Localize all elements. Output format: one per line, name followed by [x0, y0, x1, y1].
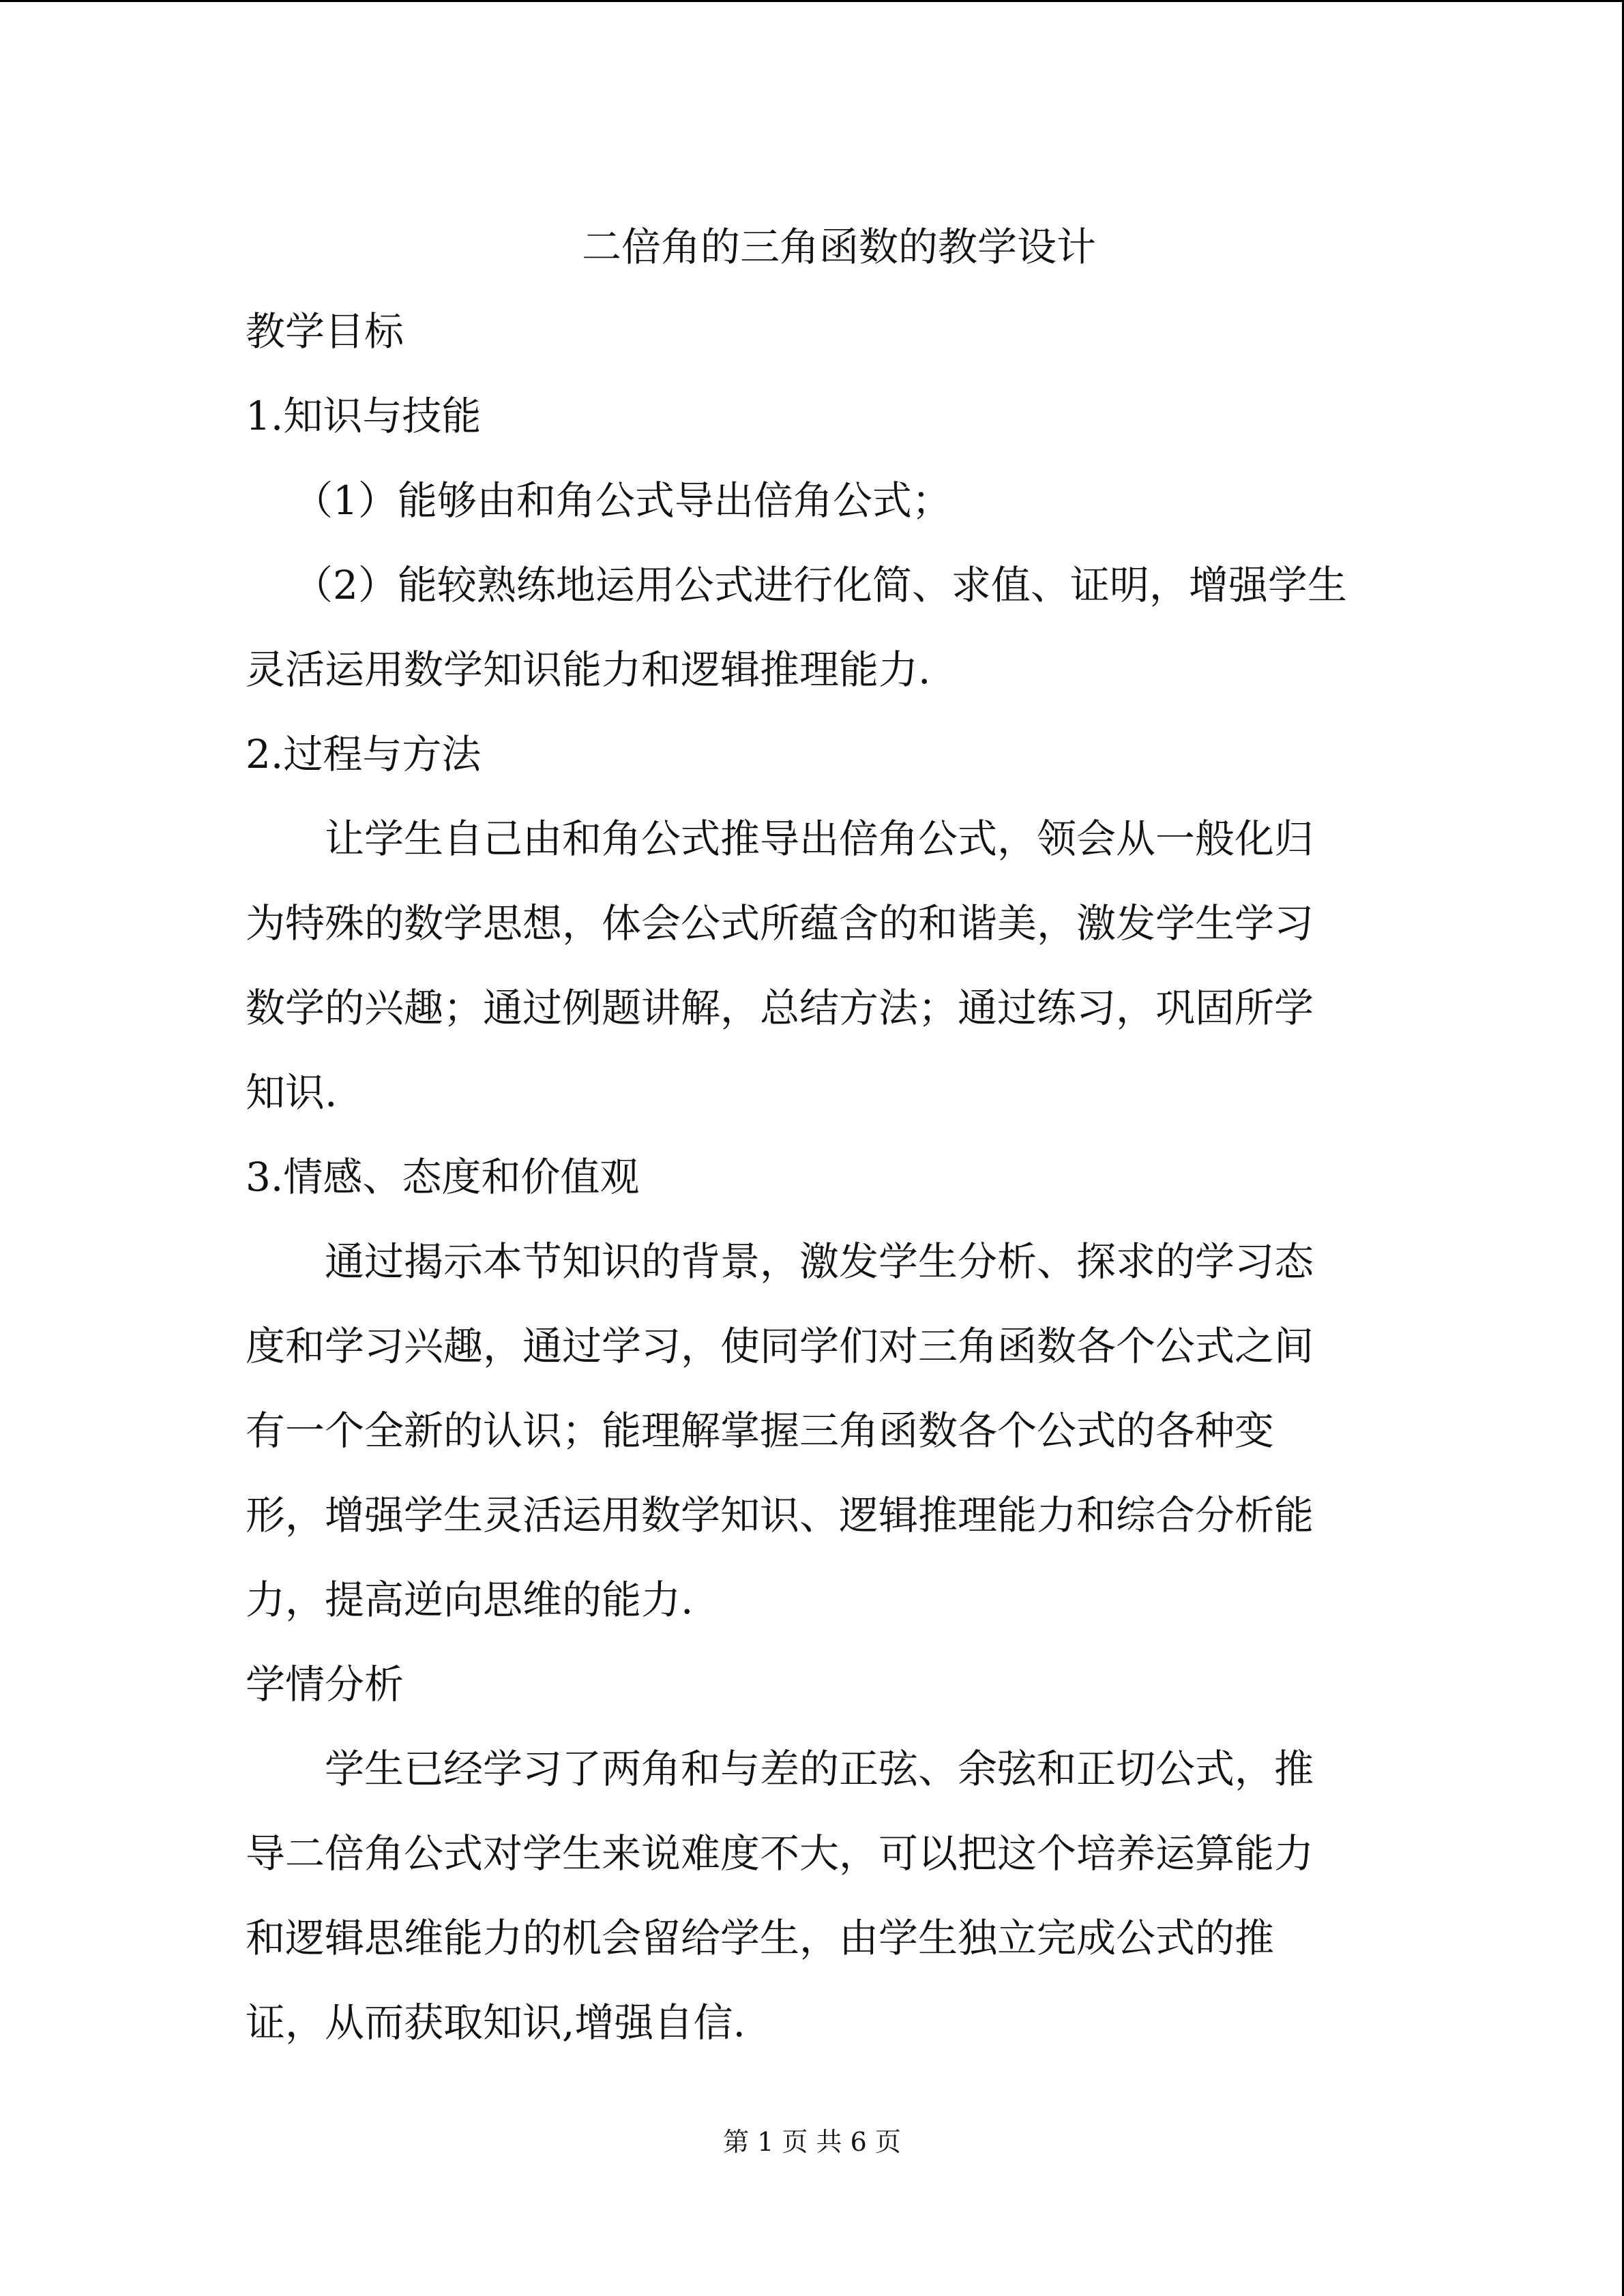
page-number-footer: 第 1 页 共 6 页 — [723, 2127, 901, 2157]
paragraph-line: 和逻辑思维能力的机会留给学生，由学生独立完成公式的推 — [246, 1915, 1275, 1961]
page-top-border — [0, 0, 1624, 2]
list-item-2: （2）能较熟练地运用公式进行化简、求值、证明，增强学生 — [293, 562, 1347, 608]
section-heading-teaching-goals: 教学目标 — [246, 308, 404, 355]
list-item-1: （1）能够由和角公式导出倍角公式； — [293, 477, 951, 524]
paragraph-line: 通过揭示本节知识的背景，激发学生分析、探求的学习态 — [325, 1238, 1314, 1285]
subsection-heading-process-methods: 2.过程与方法 — [246, 731, 482, 777]
paragraph-line: 有一个全新的认识；能理解掌握三角函数各个公式的各种变 — [246, 1407, 1275, 1454]
paragraph-line: 为特殊的数学思想，体会公式所蕴含的和谐美，激发学生学习 — [246, 900, 1314, 946]
list-item-2-continued: 灵活运用数学知识能力和逻辑推理能力. — [246, 646, 931, 693]
paragraph-line: 让学生自己由和角公式推导出倍角公式，领会从一般化归 — [325, 816, 1314, 862]
paragraph-line: 学生已经学习了两角和与差的正弦、余弦和正切公式，推 — [325, 1746, 1314, 1792]
paragraph-line: 数学的兴趣；通过例题讲解，总结方法；通过练习，巩固所学 — [246, 985, 1314, 1031]
paragraph-line: 形，增强学生灵活运用数学知识、逻辑推理能力和综合分析能 — [246, 1492, 1314, 1538]
paragraph-line: 知识. — [246, 1069, 338, 1116]
paragraph-line: 力，提高逆向思维的能力. — [246, 1577, 694, 1623]
subsection-heading-knowledge-skills: 1.知识与技能 — [246, 393, 482, 439]
paragraph-line: 度和学习兴趣，通过学习，使同学们对三角函数各个公式之间 — [246, 1323, 1314, 1369]
document-title: 二倍角的三角函数的教学设计 — [581, 224, 1096, 270]
paragraph-line: 导二倍角公式对学生来说难度不大，可以把这个培养运算能力 — [246, 1830, 1314, 1877]
subsection-heading-emotion-values: 3.情感、态度和价值观 — [246, 1154, 640, 1200]
document-body — [246, 205, 1385, 2065]
section-heading-student-analysis: 学情分析 — [246, 1661, 404, 1708]
paragraph-line: 证，从而获取知识,增强自信. — [246, 1999, 745, 2046]
